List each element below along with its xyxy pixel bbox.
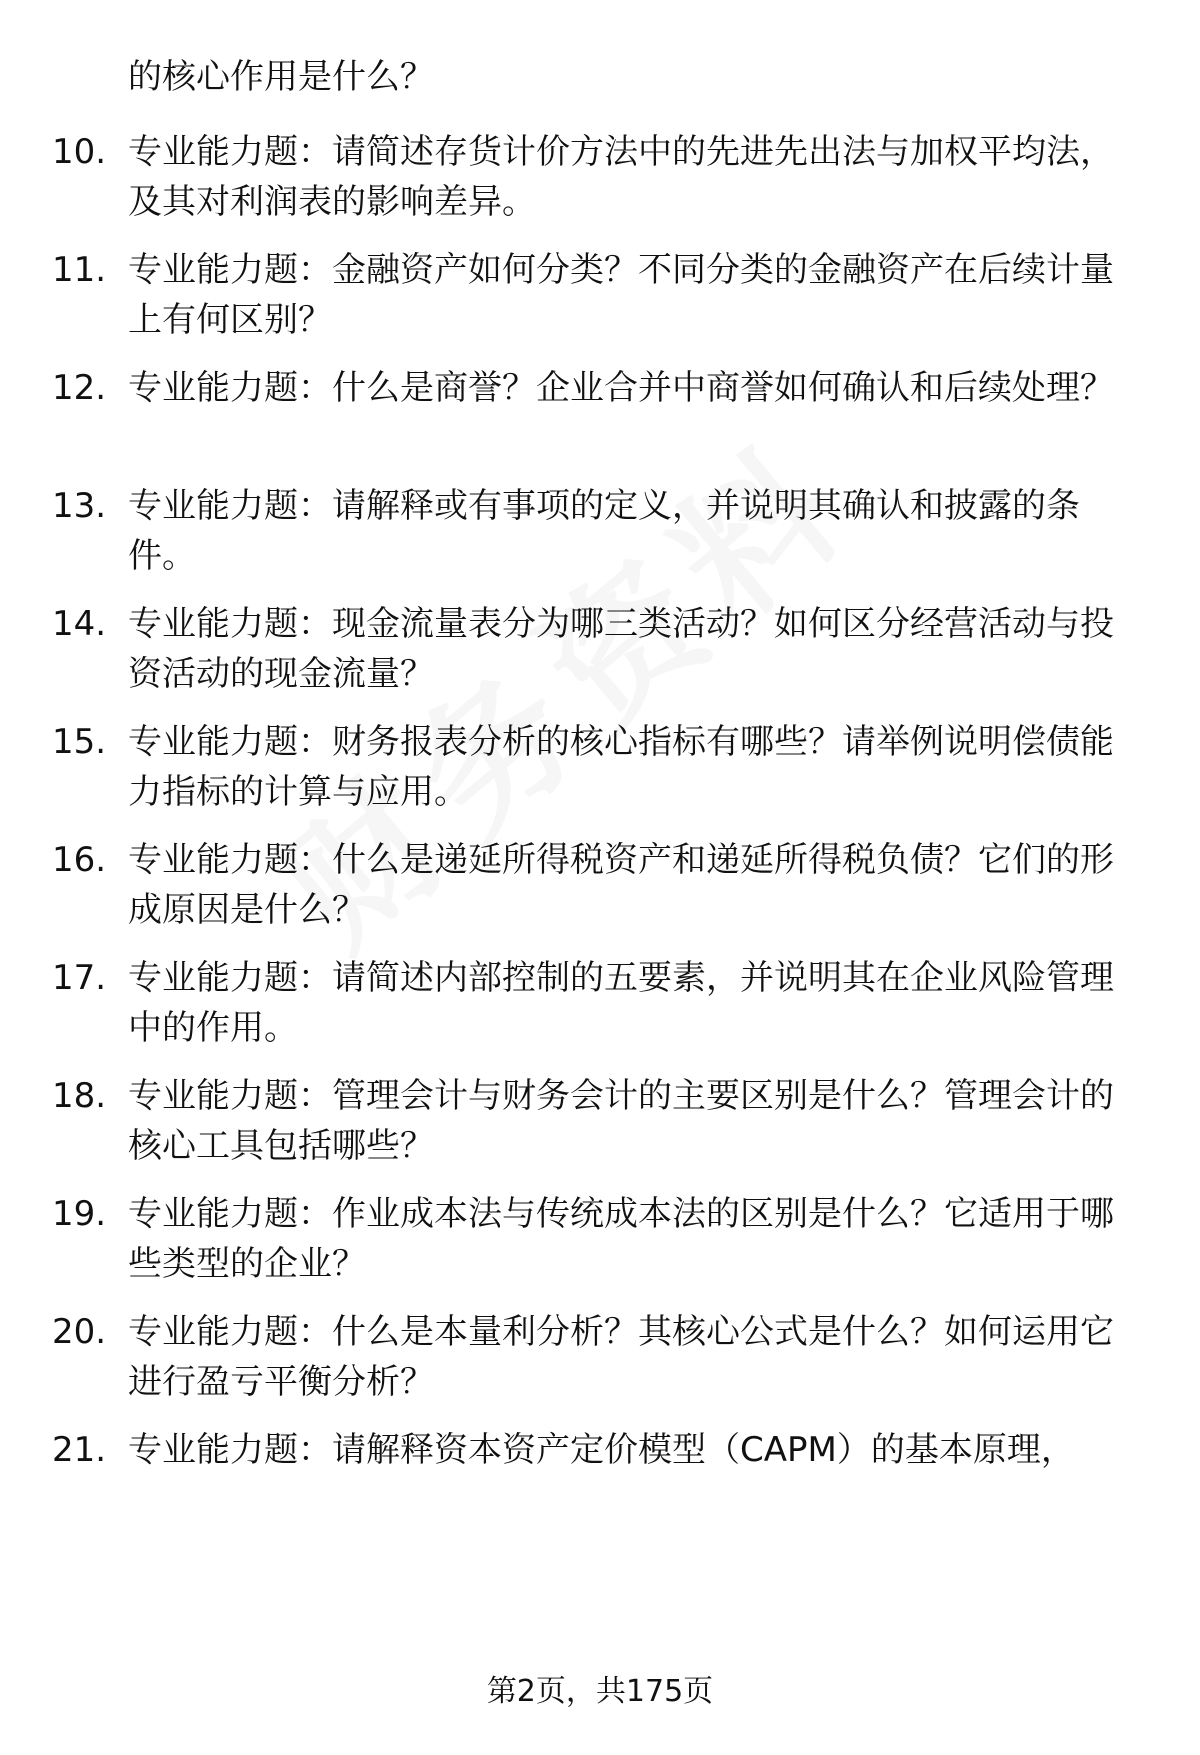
question-text: 专业能力题：财务报表分析的核心指标有哪些？请举例说明偿债能力指标的计算与应用。 <box>128 722 1114 812</box>
question-text: 专业能力题：请解释资本资产定价模型（CAPM）的基本原理， <box>128 1430 1075 1470</box>
question-text: 专业能力题：现金流量表分为哪三类活动？如何区分经营活动与投资活动的现金流量？ <box>128 604 1114 694</box>
question-number: 17. <box>52 958 107 998</box>
question-text: 专业能力题：请解释或有事项的定义，并说明其确认和披露的条件。 <box>128 486 1080 576</box>
question-number: 18. <box>52 1076 107 1116</box>
question-number: 12. <box>52 368 107 408</box>
question-number: 10. <box>52 132 107 172</box>
question-number: 21. <box>52 1430 107 1470</box>
question-text: 专业能力题：作业成本法与传统成本法的区别是什么？它适用于哪些类型的企业？ <box>128 1194 1114 1284</box>
question-text: 专业能力题：什么是商誉？企业合并中商誉如何确认和后续处理？ <box>128 368 1114 408</box>
question-number: 11. <box>52 250 107 290</box>
question-text: 专业能力题：请简述存货计价方法中的先进先出法与加权平均法，及其对利润表的影响差异。 <box>128 132 1114 222</box>
question-number: 14. <box>52 604 107 644</box>
question-number: 13. <box>52 486 107 526</box>
question-number: 19. <box>52 1194 107 1234</box>
question-number: 15. <box>52 722 107 762</box>
question-text: 专业能力题：管理会计与财务会计的主要区别是什么？管理会计的核心工具包括哪些？ <box>128 1076 1114 1166</box>
question-text: 专业能力题：金融资产如何分类？不同分类的金融资产在后续计量上有何区别？ <box>128 250 1114 340</box>
question-text: 专业能力题：请简述内部控制的五要素，并说明其在企业风险管理中的作用。 <box>128 958 1114 1048</box>
page-footer: 第2页，共175页 <box>486 1674 714 1709</box>
question-number: 20. <box>52 1312 107 1352</box>
question-text: 专业能力题：什么是本量利分析？其核心公式是什么？如何运用它进行盈亏平衡分析？ <box>128 1312 1114 1402</box>
continuation-text: 的核心作用是什么？ <box>128 57 434 97</box>
question-text: 专业能力题：什么是递延所得税资产和递延所得税负债？它们的形成原因是什么？ <box>128 840 1114 930</box>
question-number: 16. <box>52 840 107 880</box>
